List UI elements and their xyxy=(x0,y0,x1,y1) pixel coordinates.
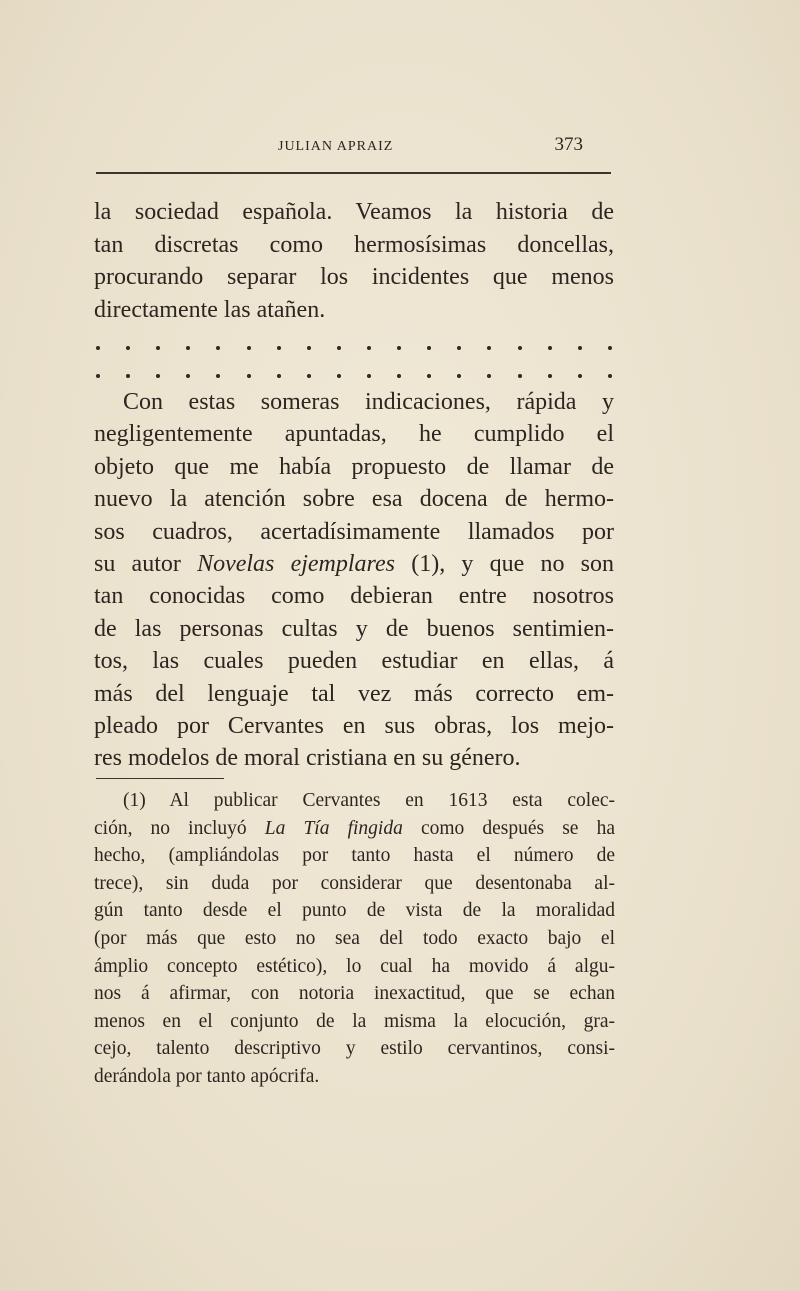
ellipsis-dot xyxy=(337,374,341,378)
ellipsis-dot xyxy=(96,374,100,378)
footnote-line: (1) Al publicar Cervantes en 1613 esta colec- xyxy=(123,790,615,811)
paragraph-2 xyxy=(94,386,614,775)
ellipsis-dot xyxy=(548,346,552,350)
ellipsis-dot xyxy=(608,346,612,350)
header-rule xyxy=(96,172,611,174)
ellipsis-dot xyxy=(427,346,431,350)
ellipsis-dot xyxy=(307,346,311,350)
text-span: (1), y que no son xyxy=(395,551,614,578)
text-line: de las personas cultas y de buenos sentimien- xyxy=(94,615,614,642)
text-span: como después se ha xyxy=(402,817,615,839)
book-title-italic: Novelas ejemplares xyxy=(197,551,395,578)
ellipsis-dot xyxy=(457,374,461,378)
page-number: 373 xyxy=(554,134,583,155)
ellipsis-dot xyxy=(457,346,461,350)
ellipsis-dot xyxy=(518,346,522,350)
ellipsis-dot xyxy=(427,374,431,378)
footnote-line: gún tanto desde el punto de vista de la moralidad xyxy=(94,900,615,922)
ellipsis-dot xyxy=(247,374,251,378)
footnote-rule xyxy=(96,778,224,779)
ellipsis-dot xyxy=(487,346,491,350)
ellipsis-dot xyxy=(487,374,491,378)
ellipsis-dot xyxy=(156,374,160,378)
ellipsis-dot xyxy=(126,346,130,350)
footnote xyxy=(94,787,615,1091)
ellipsis-dot xyxy=(367,346,371,350)
footnote-line: ámplio concepto estético), lo cual ha movido á algu- xyxy=(94,955,615,977)
text-line: Con estas someras indicaciones, rápida y xyxy=(123,389,614,415)
ellipsis-dot xyxy=(578,374,582,378)
footnote-line: derándola por tanto apócrifa. xyxy=(94,1065,320,1087)
ellipsis-dot xyxy=(337,346,341,350)
ellipsis-dot xyxy=(277,346,281,350)
ellipsis-dot xyxy=(216,346,220,350)
text-line: res modelos de moral cristiana en su género. xyxy=(94,745,521,772)
ellipsis-dot xyxy=(277,374,281,378)
ellipsis-dot xyxy=(156,346,160,350)
ellipsis-dot xyxy=(186,346,190,350)
text-line: sos cuadros, acertadísimamente llamados por xyxy=(94,518,614,545)
footnote-line: menos en el conjunto de la misma la elocución, gra- xyxy=(94,1010,615,1032)
text-span: ción, no incluyó xyxy=(94,817,265,839)
text-line: nuevo la atención sobre esa docena de hermo- xyxy=(94,486,614,513)
ellipsis-dot xyxy=(126,374,130,378)
ellipsis-dot xyxy=(367,374,371,378)
text-span: su autor xyxy=(94,551,198,578)
footnote-line: nos á afirmar, con notoria inexactitud, que se echan xyxy=(94,983,615,1005)
text-line: tan conocidas como debieran entre nosotros xyxy=(94,583,614,610)
footnote-line xyxy=(94,815,615,843)
ellipsis-dot xyxy=(608,374,612,378)
ellipsis-dot xyxy=(548,374,552,378)
ellipsis-dot xyxy=(216,374,220,378)
ellipsis-dot xyxy=(397,374,401,378)
text-line: negligentemente apuntadas, he cumplido el xyxy=(94,421,614,448)
footnote-line: trece), sin duda por considerar que desentonaba al- xyxy=(94,872,615,894)
ellipsis-row xyxy=(96,343,612,353)
text-line: tos, las cuales pueden estudiar en ellas, á xyxy=(94,648,614,675)
ellipsis-row xyxy=(96,371,612,381)
text-line: directamente las atañen. xyxy=(94,296,326,323)
ellipsis-dot xyxy=(247,346,251,350)
footnote-line: cejo, talento descriptivo y estilo cervantinos, consi- xyxy=(94,1038,615,1060)
ellipsis-dot xyxy=(518,374,522,378)
running-head: JULIAN APRAIZ xyxy=(278,139,394,154)
work-title-italic: La Tía fingida xyxy=(264,817,403,839)
page-header xyxy=(96,134,611,158)
ellipsis-dot xyxy=(186,374,190,378)
text-line: pleado por Cervantes en sus obras, los mejo- xyxy=(94,713,614,740)
text-line: tan discretas como hermosísimas doncellas, xyxy=(94,231,614,258)
text-line xyxy=(94,548,614,580)
text-line: objeto que me había propuesto de llamar de xyxy=(94,453,614,480)
footnote-line: (por más que esto no sea del todo exacto bajo el xyxy=(94,927,615,949)
ellipsis-dot xyxy=(96,346,100,350)
text-line: procurando separar los incidentes que menos xyxy=(94,264,614,291)
footnote-line: hecho, (ampliándolas por tanto hasta el número de xyxy=(94,845,615,867)
ellipsis-dot xyxy=(397,346,401,350)
paragraph-1 xyxy=(94,196,614,326)
text-line: la sociedad española. Veamos la historia de xyxy=(94,199,614,225)
ellipsis-dot xyxy=(578,346,582,350)
text-line: más del lenguaje tal vez más correcto em- xyxy=(94,680,614,707)
ellipsis-dot xyxy=(307,374,311,378)
